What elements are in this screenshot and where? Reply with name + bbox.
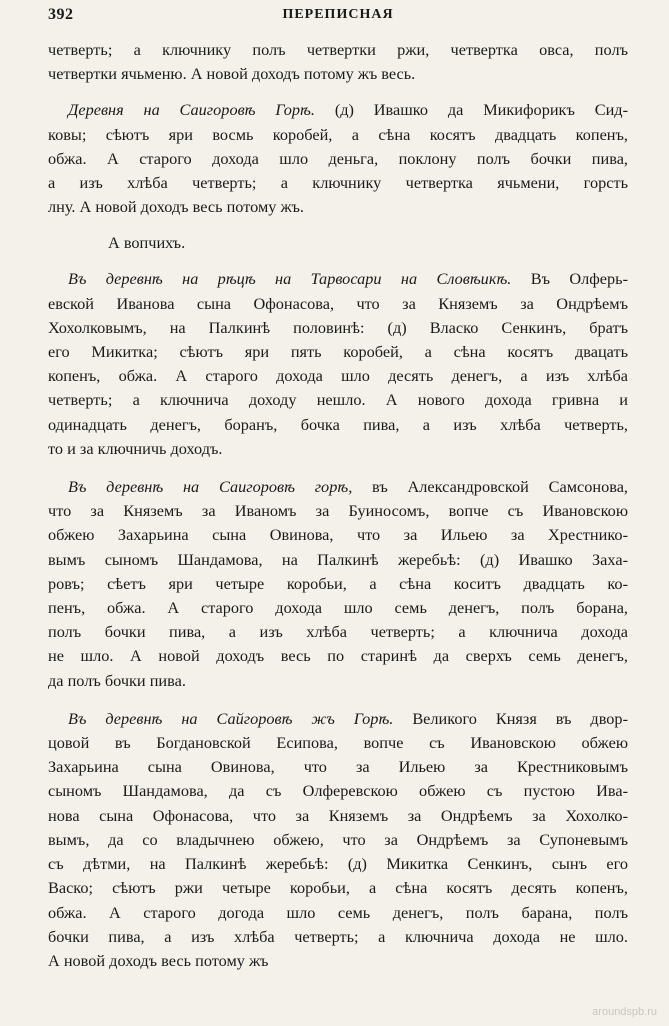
text-line: вымъ сыномъ Шандамова, на Палкинѣ жеребьѣ: (д) Ивашко Заха- [48,549,628,569]
paragraph-tarvosari [48,267,628,461]
paragraph-lead: Въ деревнѣ на рѣцѣ на Тарвосари на Словѣикѣ. [68,269,512,289]
text-line: четверть; а ключнику полъ четвертки ржи, четвертка овса, полъ [48,40,628,59]
text-line: пенъ, обжа. А старого дохода шло семь денегъ, полъ борана, [48,598,628,618]
text-line: одинадцать денегъ, боранъ, бочка пива, а изъ хлѣба четверть, [48,414,628,434]
text-line: то и за ключничь доходъ. [48,438,223,458]
page-number: 392 [48,6,74,23]
text-line: бочки пива, а изъ хлѣба четверть; а ключнича дохода не шло. [48,926,628,946]
text-line [48,267,628,291]
text-line [48,98,628,122]
text-line: А новой доходъ весь потому жъ [48,950,269,970]
text-line: вымъ, да со владычнею обжею, что за Ондрѣемъ за Супоневымъ [48,829,628,849]
text-line: не шло. А новой доходъ весь по старинѣ да сверхъ семь денегъ, [48,646,628,666]
text-line: съ дѣтми, на Палкинѣ жеребьѣ: (д) Микитка Сенкинъ, сынъ его [48,854,628,874]
paragraph-saigorov-gora [48,98,628,219]
text-run: Въ Олферь- [511,269,628,289]
text-line: обжа. А старого дохода шло деньга, поклону полъ бочки пива, [48,148,628,168]
page-header [48,6,628,28]
paragraph-continuation [48,38,628,86]
paragraph-lead: Въ деревнѣ на Саигоровѣ горѣ, [68,477,353,497]
paragraph-saigorov-gora-bogdanovskaya [48,707,628,973]
text-line: что за Княземъ за Иваномъ за Буиносомъ, вопче съ Ивановскою [48,501,628,521]
text-line: копенъ, обжа. А старого дохода шло десять денегъ, а изъ хлѣба [48,366,628,386]
text-line: четвертки ячьменю. А новой доходъ потому жъ весь. [48,64,416,84]
text-line: Захарьина сына Овинова, что за Ильею за Крестниковымъ [48,757,628,777]
text-run: (д) Ивашко да Микифорикъ Сид- [314,100,628,120]
paragraph-lead: Въ деревнѣ на Сайгоровѣ жъ Горѣ. [68,708,394,728]
paragraph-saigorov-gora-alexandrovskaya [48,475,628,693]
text-line [48,707,628,731]
text-line: обжа. А старого догода шло семь денегъ, полъ барана, полъ [48,902,628,922]
text-line: Васко; сѣютъ ржи четыре коробьи, а сѣна косятъ десять копенъ, [48,878,628,898]
paragraph-lead: Деревня на Саигоровѣ Горѣ. [68,100,315,120]
text-line: а изъ хлѣба четверть; а ключнику четвертка ячьмени, горсть [48,173,628,193]
text-line: цовой въ Богдановской Есипова, вопче съ Ивановскою обжею [48,733,628,753]
text-line: ровъ; сѣетъ яри четыре коробьи, а сѣна коситъ двадцать ко- [48,573,628,593]
text-line: ковы; сѣютъ яри восмь коробей, а сѣна косятъ двадцать копенъ, [48,124,628,144]
text-line: да полъ бочки пива. [48,670,186,690]
section-subhead: А вопчихъ. [108,233,186,253]
text-line: евской Иванова сына Офонасова, что за Княземъ за Ондрѣемъ [48,293,628,313]
text-line: сыномъ Шандамова, да съ Олферевскою обжею съ пустою Ива- [48,781,628,801]
watermark: aroundspb.ru [592,1006,657,1018]
text-line [48,475,628,499]
text-run: въ Александровской Самсонова, [352,477,628,497]
text-line: нова сына Офонасова, что за Княземъ за Ондрѣемъ за Хохолко- [48,805,628,825]
text-line: обжею Захарьина сына Овинова, что за Ильею за Хрестнико- [48,525,628,545]
running-head: ПЕРЕПИСНАЯ [282,7,394,22]
page-body [48,38,628,973]
text-line: его Микитка; сѣютъ яри пять коробей, а сѣна косятъ двацать [48,342,628,362]
text-run: Великого Князя въ двор- [393,708,628,728]
text-line: полъ бочки пива, а изъ хлѣба четверть; а ключнича дохода [48,622,628,642]
text-line: Хохолковымъ, на Палкинѣ половинѣ: (д) Власко Сенкинъ, братъ [48,317,628,337]
text-line: четверть; а ключнича доходу нешло. А нового дохода гривна и [48,390,628,410]
text-line: лну. А новой доходъ весь потому жъ. [48,197,305,217]
